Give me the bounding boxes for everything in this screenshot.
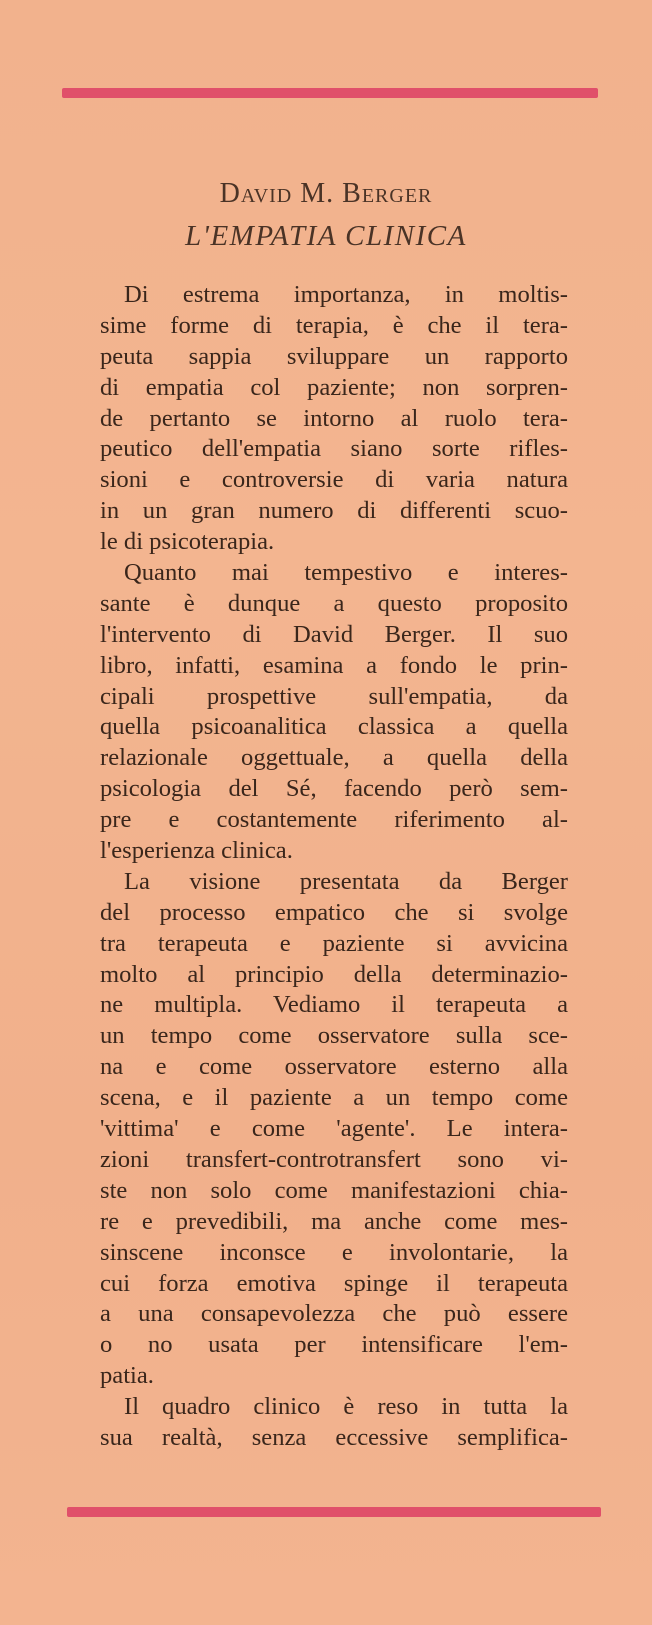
text-line: libro, infatti, esamina a fondo le prin- (100, 651, 568, 679)
text-line: 'vittima' e come 'agente'. Le intera- (100, 1115, 568, 1143)
text-line: relazionale oggettuale, a quella della (100, 744, 568, 772)
text-line: l'intervento di David Berger. Il suo (100, 620, 568, 648)
text-line: quella psicoanalitica classica a quella (100, 713, 568, 741)
text-line: cui forza emotiva spinge il terapeuta (100, 1269, 568, 1297)
text-line: a una consapevolezza che può essere (100, 1300, 568, 1328)
text-line: ste non solo come manifestazioni chia- (100, 1176, 568, 1204)
text-line: scena, e il paziente a un tempo come (100, 1084, 568, 1112)
text-line: o no usata per intensificare l'em- (100, 1331, 568, 1359)
text-line: ne multipla. Vediamo il terapeuta a (100, 991, 568, 1019)
text-line: Quanto mai tempestivo e interes- (124, 559, 568, 587)
text-line: sioni e controversie di varia natura (100, 466, 568, 494)
text-line: zioni transfert-controtransfert sono vi- (100, 1145, 568, 1173)
text-line: sinscene inconsce e involontarie, la (100, 1238, 568, 1266)
text-line: de pertanto se intorno al ruolo tera- (100, 404, 568, 432)
text-line: psicologia del Sé, facendo però sem- (100, 775, 568, 803)
text-line: peutico dell'empatia siano sorte rifles- (100, 435, 568, 463)
text-line: l'esperienza clinica. (100, 837, 293, 865)
text-line: cipali prospettive sull'empatia, da (100, 682, 568, 710)
text-line: peuta sappia sviluppare un rapporto (100, 342, 568, 370)
text-line: del processo empatico che si svolge (100, 898, 568, 926)
text-line: le di psicoterapia. (100, 528, 275, 556)
text-line: di empatia col paziente; non sorpren- (100, 373, 568, 401)
text-line: patia. (100, 1362, 154, 1390)
text-line: sua realtà, senza eccessive semplifica- (100, 1423, 568, 1451)
top-decorative-rule (62, 88, 598, 98)
text-line: sime forme di terapia, è che il tera- (100, 311, 568, 339)
text-line: na e come osservatore esterno alla (100, 1053, 568, 1081)
blurb-text (100, 280, 568, 1454)
text-line: Di estrema importanza, in moltis- (124, 281, 568, 308)
text-line: in un gran numero di differenti scuo- (100, 497, 568, 525)
text-line: Il quadro clinico è reso in tutta la (124, 1393, 568, 1421)
text-line: un tempo come osservatore sulla sce- (100, 1022, 568, 1050)
text-line: re e prevedibili, ma anche come mes- (100, 1207, 568, 1235)
book-title: L'EMPATIA CLINICA (185, 220, 467, 252)
text-line: sante è dunque a questo proposito (100, 589, 568, 617)
text-line: molto al principio della determinazio- (100, 960, 568, 988)
text-line: La visione presentata da Berger (124, 867, 568, 895)
author-name: David M. Berger (219, 178, 433, 209)
bottom-decorative-rule (67, 1507, 601, 1517)
text-line: pre e costantemente riferimento al- (100, 806, 568, 834)
text-line: tra terapeuta e paziente si avvicina (100, 929, 568, 957)
